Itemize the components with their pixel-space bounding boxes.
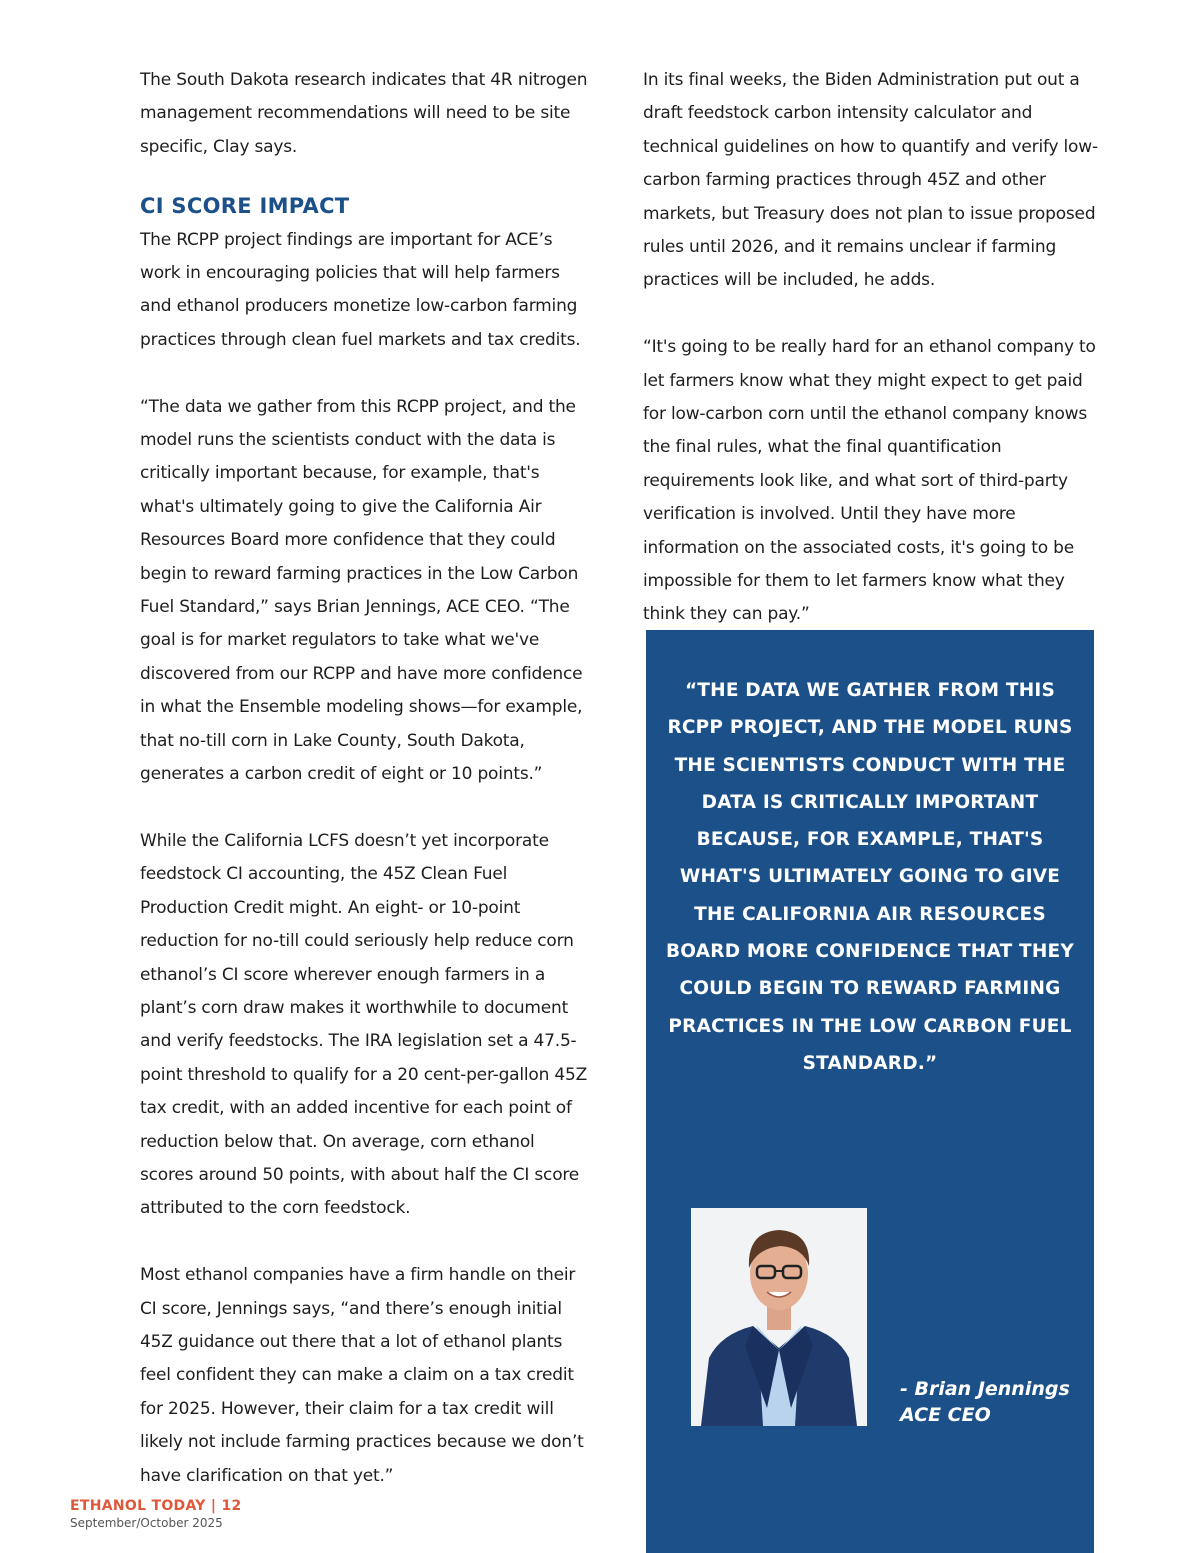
pull-quote-box — [646, 630, 1094, 1553]
paragraph: The South Dakota research indicates that 4R nitrogen management recommendations will need to be site specific, Clay says. — [140, 70, 588, 157]
paragraph: Most ethanol companies have a firm handle on their CI score, Jennings says, “and there’s enough initial 45Z guidance out there that a lot of ethanol plants feel confident they can make a claim on a tax credit for 2025. However, their claim for a tax credit will likely not include farming practices because we don’t have clarification on that yet.” — [140, 1265, 584, 1486]
right-column — [643, 64, 1098, 665]
portrait-photo — [691, 1208, 867, 1426]
page-footer — [70, 1497, 242, 1531]
footer-publication-page: ETHANOL TODAY | 12 — [70, 1498, 242, 1514]
attribution-title: ACE CEO — [900, 1404, 991, 1426]
pull-quote-text: “THE DATA WE GATHER FROM THIS RCPP PROJECT, AND THE MODEL RUNS THE SCIENTISTS CONDUCT WITH THE DATA IS CRITICALLY IMPORTANT BECAUSE, FOR EXAMPLE, THAT'S WHAT'S ULTIMATELY GOING TO GIVE THE CALIFORNIA AIR RESOURCES BOARD MORE CONFIDENCE THAT THEY COULD BEGIN TO REWARD FARMING PRACTICES IN THE LOW CARBON FUEL STANDARD.” — [666, 680, 1074, 1074]
attribution-name: - Brian Jennings — [900, 1378, 1070, 1400]
portrait-illustration — [691, 1208, 867, 1426]
pull-quote-attribution — [900, 1376, 1070, 1428]
paragraph: While the California LCFS doesn’t yet incorporate feedstock CI accounting, the 45Z Clean Fuel Production Credit might. An eight- or 10-point reduction for no-till could seriously help reduce corn ethanol’s CI score wherever enough farmers in a plant’s corn draw makes it worthwhile to document and verify feedstocks. The IRA legislation set a 47.5-point threshold to qualify for a 20 cent-per-gallon 45Z tax credit, with an added incentive for each point of reduction below that. On average, corn ethanol scores around 50 points, with about half the CI score attributed to the corn feedstock. — [140, 830, 588, 1219]
footer-issue-date: September/October 2025 — [70, 1516, 223, 1530]
section-heading: CI SCORE IMPACT — [140, 194, 350, 219]
paragraph: “The data we gather from this RCPP project, and the model runs the scientists conduct with the data is critically important because, for example, that's what's ultimately going to give the California Air Resources Board more confidence that they could begin to reward farming practices in the Low Carbon Fuel Standard,” says Brian Jennings, ACE CEO. “The goal is for market regulators to take what we've discovered from our RCPP and have more confidence in what the Ensemble modeling shows—for example, that no-till corn in Lake County, South Dakota, generates a carbon credit of eight or 10 points.” — [140, 396, 583, 785]
paragraph: The RCPP project findings are important for ACE’s work in encouraging policies that will help farmers and ethanol producers monetize low-carbon farming practices through clean fuel markets and tax credits. — [140, 229, 581, 350]
left-column — [140, 64, 590, 1526]
paragraph: In its final weeks, the Biden Administration put out a draft feedstock carbon intensity calculator and technical guidelines on how to quantify and verify low-carbon farming practices through 45Z and other markets, but Treasury does not plan to issue proposed rules until 2026, and it remains unclear if farming practices will be included, he adds. — [643, 70, 1098, 291]
paragraph: “It's going to be really hard for an ethanol company to let farmers know what they might expect to get paid for low-carbon corn until the ethanol company knows the final rules, what the final quantification requirements look like, and what sort of third-party verification is involved. Until they have more information on the associated costs, it's going to be impossible for them to let farmers know what they think they can pay.” — [643, 337, 1096, 625]
